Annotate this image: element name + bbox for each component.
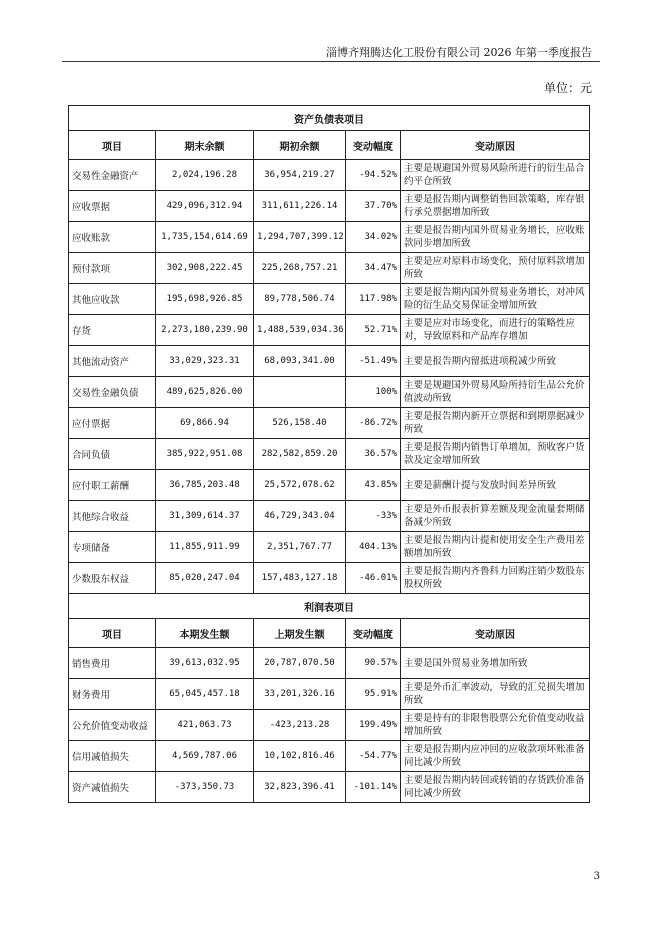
row-value-current: 85,020,247.04 [156, 563, 254, 594]
income-statement-section-title: 利润表项目 [69, 594, 590, 619]
row-value-previous: 33,201,326.16 [254, 679, 346, 710]
row-change-reason: 主要是外币报表折算差额及现金流量套期储备减少所致 [401, 501, 590, 532]
row-item-name: 少数股东权益 [69, 563, 156, 594]
unit-label: 单位：元 [543, 81, 592, 95]
row-change-pct: 43.85% [346, 470, 401, 501]
column-header-row [69, 619, 590, 648]
col-header-end-balance: 期末余额 [156, 131, 254, 160]
row-change-reason: 主要是应对市场变化，而进行的策略性应对，导致原料和产品库存增加 [401, 315, 590, 346]
report-header-title: 淄博齐翔腾达化工股份有限公司 2026 年第一季度报告 [326, 46, 592, 59]
row-change-reason: 主要是报告期内应冲回的应收款项坏账准备同比减少所致 [401, 741, 590, 772]
table-row [69, 284, 590, 315]
col-header-change: 变动幅度 [346, 131, 401, 160]
page-number: 3 [593, 871, 600, 882]
row-change-pct: 404.13% [346, 532, 401, 563]
row-change-reason: 主要是应对原料市场变化，预付原料款增加所致 [401, 253, 590, 284]
row-value-previous: 68,093,341.00 [254, 346, 346, 377]
table-row [69, 532, 590, 563]
row-change-pct: 34.02% [346, 222, 401, 253]
section-title-row [69, 594, 590, 619]
row-value-previous: 311,611,226.14 [254, 191, 346, 222]
row-value-current: 33,029,323.31 [156, 346, 254, 377]
col-header-reason: 变动原因 [401, 619, 590, 648]
table-row [69, 648, 590, 679]
row-change-pct: 95.91% [346, 679, 401, 710]
col-header-begin-balance: 期初余额 [254, 131, 346, 160]
row-value-previous: 526,158.40 [254, 408, 346, 439]
table-row [69, 253, 590, 284]
row-value-previous: 157,483,127.18 [254, 563, 346, 594]
row-change-reason: 主要是规避国外贸易风险所进行的衍生品合约平仓所致 [401, 160, 590, 191]
row-item-name: 应收账款 [69, 222, 156, 253]
row-value-previous: 25,572,078.62 [254, 470, 346, 501]
row-change-reason: 主要是报告期内国外贸易业务增长，对冲风险的衍生品交易保证金增加所致 [401, 284, 590, 315]
row-item-name: 财务费用 [69, 679, 156, 710]
row-item-name: 交易性金融资产 [69, 160, 156, 191]
table-row [69, 470, 590, 501]
row-item-name: 存货 [69, 315, 156, 346]
row-value-previous: 2,351,767.77 [254, 532, 346, 563]
row-change-pct: -46.01% [346, 563, 401, 594]
row-value-previous: 282,582,859.20 [254, 439, 346, 470]
balance-sheet-section [69, 106, 590, 594]
row-change-pct: 37.70% [346, 191, 401, 222]
row-value-current: 489,625,826.00 [156, 377, 254, 408]
header-rule [62, 61, 600, 62]
row-change-reason: 主要是外币汇率波动，导致的汇兑损失增加所致 [401, 679, 590, 710]
row-item-name: 应付票据 [69, 408, 156, 439]
table-row [69, 439, 590, 470]
row-value-current: 4,569,787.06 [156, 741, 254, 772]
row-item-name: 应付职工薪酬 [69, 470, 156, 501]
row-change-reason: 主要是国外贸易业务增加所致 [401, 648, 590, 679]
row-change-reason: 主要是报告期内转回或转销的存货跌价准备同比减少所致 [401, 772, 590, 803]
row-value-previous: 10,102,816.46 [254, 741, 346, 772]
col-header-reason: 变动原因 [401, 131, 590, 160]
row-change-pct: -51.49% [346, 346, 401, 377]
row-change-pct: 100% [346, 377, 401, 408]
row-value-previous: 1,488,539,034.36 [254, 315, 346, 346]
col-header-change: 变动幅度 [346, 619, 401, 648]
col-header-item: 项目 [69, 131, 156, 160]
row-change-reason: 主要是规避国外贸易风险所持衍生品公允价值波动所致 [401, 377, 590, 408]
row-value-previous: 46,729,343.04 [254, 501, 346, 532]
change-analysis-table [68, 105, 590, 803]
row-value-previous: 32,823,396.41 [254, 772, 346, 803]
row-item-name: 其他综合收益 [69, 501, 156, 532]
row-value-current: 1,735,154,614.69 [156, 222, 254, 253]
section-title-row [69, 106, 590, 131]
row-change-reason: 主要是报告期内计提和使用安全生产费用差额增加所致 [401, 532, 590, 563]
row-item-name: 其他应收款 [69, 284, 156, 315]
row-value-previous: 20,787,070.50 [254, 648, 346, 679]
table-row [69, 315, 590, 346]
row-change-pct: -94.52% [346, 160, 401, 191]
row-value-current: 31,309,614.37 [156, 501, 254, 532]
col-header-current-period: 本期发生额 [156, 619, 254, 648]
row-change-pct: 90.57% [346, 648, 401, 679]
row-value-current: 69,866.94 [156, 408, 254, 439]
row-item-name: 销售费用 [69, 648, 156, 679]
row-value-previous: 1,294,707,399.12 [254, 222, 346, 253]
table-row [69, 710, 590, 741]
row-value-previous: 225,268,757.21 [254, 253, 346, 284]
row-value-previous: 36,954,219.27 [254, 160, 346, 191]
row-change-reason: 主要是报告期内调整销售回款策略，库存银行承兑票据增加所致 [401, 191, 590, 222]
row-change-reason: 主要是报告期内销售订单增加，预收客户货款及定金增加所致 [401, 439, 590, 470]
row-change-reason: 主要是持有的非限售股票公允价值变动收益增加所致 [401, 710, 590, 741]
row-item-name: 合同负债 [69, 439, 156, 470]
row-value-current: 385,922,951.08 [156, 439, 254, 470]
row-change-pct: 117.98% [346, 284, 401, 315]
row-value-current: 429,096,312.94 [156, 191, 254, 222]
income-statement-section [69, 594, 590, 803]
row-change-pct: -33% [346, 501, 401, 532]
row-value-previous: 89,778,506.74 [254, 284, 346, 315]
row-item-name: 专项储备 [69, 532, 156, 563]
row-change-reason: 主要是报告期内齐鲁科力回购注销少数股东股权所致 [401, 563, 590, 594]
column-header-row [69, 131, 590, 160]
row-change-pct: -54.77% [346, 741, 401, 772]
col-header-item: 项目 [69, 619, 156, 648]
row-change-pct: 36.57% [346, 439, 401, 470]
row-change-pct: -86.72% [346, 408, 401, 439]
row-item-name: 其他流动资产 [69, 346, 156, 377]
row-value-current: 195,698,926.85 [156, 284, 254, 315]
row-item-name: 公允价值变动收益 [69, 710, 156, 741]
table-row [69, 346, 590, 377]
row-value-current: -373,350.73 [156, 772, 254, 803]
table-row [69, 679, 590, 710]
table-row [69, 160, 590, 191]
table-row [69, 191, 590, 222]
table-row [69, 377, 590, 408]
row-change-pct: 34.47% [346, 253, 401, 284]
row-value-current: 2,024,196.28 [156, 160, 254, 191]
row-change-reason: 主要是报告期内新开立票据和到期票据减少所致 [401, 408, 590, 439]
row-value-current: 2,273,180,239.90 [156, 315, 254, 346]
row-item-name: 预付款项 [69, 253, 156, 284]
row-item-name: 信用减值损失 [69, 741, 156, 772]
row-value-current: 11,855,911.99 [156, 532, 254, 563]
table-row [69, 772, 590, 803]
row-change-pct: 199.49% [346, 710, 401, 741]
table-row [69, 563, 590, 594]
row-change-reason: 主要是薪酬计提与发放时间差异所致 [401, 470, 590, 501]
row-value-current: 421,063.73 [156, 710, 254, 741]
row-value-current: 302,908,222.45 [156, 253, 254, 284]
table-row [69, 408, 590, 439]
table-row [69, 501, 590, 532]
row-value-current: 39,613,032.95 [156, 648, 254, 679]
row-item-name: 资产减值损失 [69, 772, 156, 803]
row-change-reason: 主要是报告期内留抵进项税减少所致 [401, 346, 590, 377]
row-item-name: 交易性金融负债 [69, 377, 156, 408]
row-item-name: 应收票据 [69, 191, 156, 222]
row-value-current: 36,785,203.48 [156, 470, 254, 501]
row-change-pct: 52.71% [346, 315, 401, 346]
row-change-reason: 主要是报告期内国外贸易业务增长，应收账款同步增加所致 [401, 222, 590, 253]
balance-sheet-section-title: 资产负债表项目 [69, 106, 590, 131]
table-row [69, 222, 590, 253]
table-row [69, 741, 590, 772]
col-header-prior-period: 上期发生额 [254, 619, 346, 648]
row-change-pct: -101.14% [346, 772, 401, 803]
row-value-current: 65,045,457.18 [156, 679, 254, 710]
row-value-previous: -423,213.28 [254, 710, 346, 741]
row-value-previous [254, 377, 346, 408]
